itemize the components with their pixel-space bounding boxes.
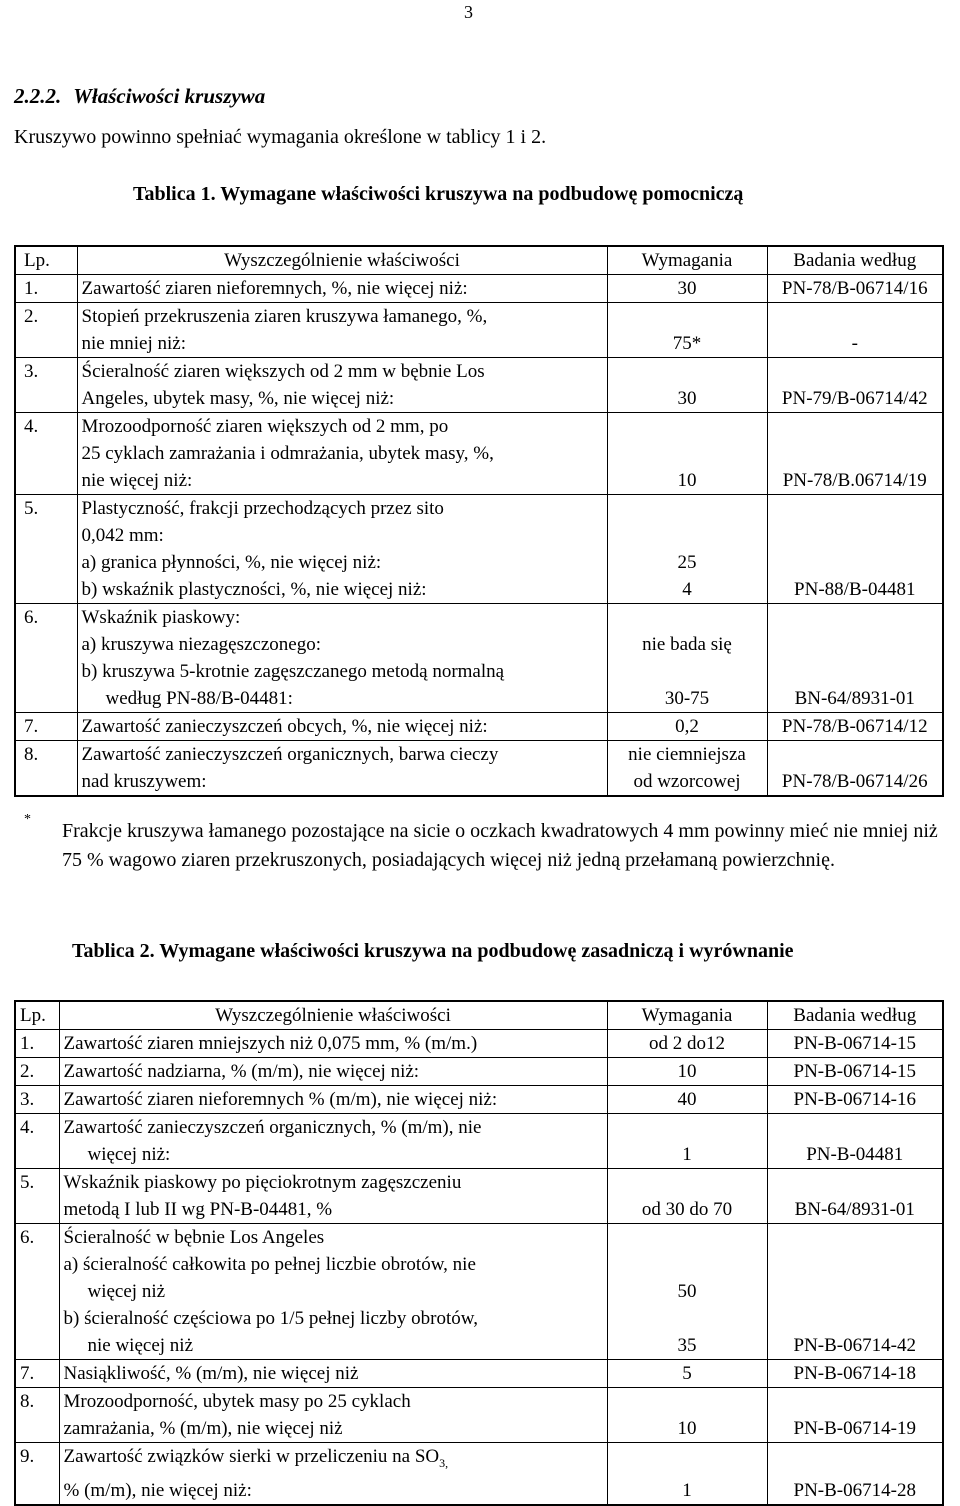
requirement-value <box>607 1360 767 1388</box>
table1-row <box>15 275 943 303</box>
description-line: Mrozoodporność, ubytek masy po 25 cyklach <box>63 1391 411 1412</box>
test-standard: PN-78/B-06714/16 <box>767 275 943 303</box>
property-description <box>77 303 607 358</box>
test-standard: PN-B-06714-42 <box>767 1224 943 1360</box>
test-standard: PN-78/B-06714/26 <box>767 741 943 797</box>
table1-row <box>15 741 943 797</box>
requirement-value <box>607 1388 767 1443</box>
table2-caption: Tablica 2. Wymagane właściwości kruszywa na podbudowę zasadniczą i wyrównanie <box>72 940 794 962</box>
requirement-line: 35 <box>677 1335 697 1356</box>
requirement-value <box>607 1169 767 1224</box>
requirement-line <box>612 1305 763 1332</box>
requirement-line: od 2 do12 <box>649 1033 725 1054</box>
description-line: Zawartość ziaren mniejszych niż 0,075 mm, % (m/m.) <box>63 1033 478 1054</box>
footnote-text: Frakcje kruszywa łamanego pozostające na sicie o oczkach kwadratowych 4 mm powinny mieć nie mniej niż 75 % wagowo ziaren przekruszonych, posiadających więcej niż jedną przełamaną powierzchnię. <box>62 820 938 871</box>
description-line: a) ścieralność całkowita po pełnej liczbie obrotów, nie <box>63 1254 476 1275</box>
table2-row <box>15 1114 943 1169</box>
requirement-line: 4 <box>682 579 692 600</box>
description-line: Wskaźnik piaskowy: <box>81 607 241 628</box>
table2-row <box>15 1058 943 1086</box>
description-line: Zawartość ziaren nieforemnych, %, nie więcej niż: <box>81 278 468 299</box>
requirement-value <box>607 1086 767 1114</box>
test-standard: PN-B-06714-18 <box>767 1360 943 1388</box>
description-line: metodą I lub II wg PN-B-04481, % <box>63 1199 333 1220</box>
section-intro: Kruszywo powinno spełniać wymagania określone w tablicy 1 i 2. <box>14 126 547 148</box>
requirement-line: 10 <box>677 470 697 491</box>
requirement-value <box>607 741 767 797</box>
requirement-value <box>607 713 767 741</box>
test-standard: PN-88/B-04481 <box>767 495 943 604</box>
requirement-value <box>607 1058 767 1086</box>
table1-row <box>15 495 943 604</box>
requirement-value <box>607 1224 767 1360</box>
test-standard: PN-79/B-06714/42 <box>767 358 943 413</box>
requirement-line: 40 <box>677 1089 697 1110</box>
row-number: 8. <box>15 741 77 797</box>
table2-header-row <box>15 1001 943 1030</box>
description-line: Nasiąkliwość, % (m/m), nie więcej niż <box>63 1363 359 1384</box>
requirement-line: 1 <box>682 1479 692 1501</box>
row-number: 6. <box>15 604 77 713</box>
description-line: a) granica płynności, %, nie więcej niż: <box>81 552 382 573</box>
table2-header-std: Badania według <box>767 1001 943 1030</box>
table2-row <box>15 1224 943 1360</box>
table1-row <box>15 358 943 413</box>
test-standard: PN-B-06714-15 <box>767 1030 943 1058</box>
description-line: b) wskaźnik plastyczności, %, nie więcej niż: <box>81 579 427 600</box>
table2-row <box>15 1360 943 1388</box>
row-number: 5. <box>15 495 77 604</box>
description-line: Ścieralność ziaren większych od 2 mm w bębnie Los <box>81 361 485 382</box>
test-standard: PN-B-06714-28 <box>767 1443 943 1505</box>
row-number: 2. <box>15 1058 59 1086</box>
requirement-line: od 30 do 70 <box>641 1199 733 1220</box>
table1-header-lp: Lp. <box>15 246 77 275</box>
table2-row <box>15 1388 943 1443</box>
requirement-line: 0,2 <box>675 716 699 737</box>
description-line: a) kruszywa niezagęszczonego: <box>81 634 321 655</box>
table2-header-lp: Lp. <box>15 1001 59 1030</box>
description-line: więcej niż <box>87 1281 166 1302</box>
property-description <box>59 1360 607 1388</box>
property-description <box>77 413 607 495</box>
table1-row <box>15 604 943 713</box>
description-line: % (m/m), nie więcej niż: <box>63 1479 252 1501</box>
requirement-line <box>612 658 763 685</box>
row-number: 6. <box>15 1224 59 1360</box>
property-description <box>59 1169 607 1224</box>
description-line: Angeles, ubytek masy, %, nie więcej niż: <box>81 388 395 409</box>
property-description <box>77 358 607 413</box>
requirement-line: 30-75 <box>664 688 710 709</box>
description-line: nie więcej niż: <box>81 470 193 491</box>
row-number: 8. <box>15 1388 59 1443</box>
requirement-line: 30 <box>677 278 697 299</box>
table2-row <box>15 1443 943 1505</box>
description-line: Zawartość zanieczyszczeń organicznych, barwa cieczy <box>81 744 499 765</box>
row-number: 5. <box>15 1169 59 1224</box>
row-number: 4. <box>15 1114 59 1169</box>
description-line-with-subscript <box>64 1443 603 1477</box>
requirement-line: 10 <box>677 1061 697 1082</box>
test-standard: PN-B-06714-19 <box>767 1388 943 1443</box>
description-line: Mrozoodporność ziaren większych od 2 mm, po <box>81 416 449 437</box>
description-line: nie więcej niż <box>87 1335 194 1356</box>
requirement-line: 30 <box>677 388 697 409</box>
footnote-mark: * <box>24 812 31 827</box>
table1-row <box>15 413 943 495</box>
description-line: Zawartość nadziarna, % (m/m), nie więcej niż: <box>63 1061 420 1082</box>
table1-caption: Tablica 1. Wymagane właściwości kruszywa na podbudowę pomocniczą <box>133 183 744 205</box>
description-line: według PN-88/B-04481: <box>105 688 293 709</box>
property-description <box>77 495 607 604</box>
requirement-value <box>607 1114 767 1169</box>
row-number: 7. <box>15 1360 59 1388</box>
table2-header-req: Wymagania <box>607 1001 767 1030</box>
requirement-value <box>607 303 767 358</box>
description-line: Wskaźnik piaskowy po pięciokrotnym zagęszczeniu <box>63 1172 462 1193</box>
requirement-value <box>607 495 767 604</box>
table1-header-std: Badania według <box>767 246 943 275</box>
test-standard: PN-78/B.06714/19 <box>767 413 943 495</box>
row-number: 3. <box>15 1086 59 1114</box>
property-description <box>59 1058 607 1086</box>
table2-header-desc: Wyszczególnienie właściwości <box>59 1001 607 1030</box>
table1 <box>14 245 944 797</box>
description-line: 0,042 mm: <box>81 525 164 546</box>
property-description <box>59 1388 607 1443</box>
table2-row <box>15 1169 943 1224</box>
description-line: Zawartość związków sierki w przeliczeniu na SO <box>63 1446 440 1467</box>
requirement-value <box>607 413 767 495</box>
property-description <box>59 1443 607 1505</box>
description-line: zamrażania, % (m/m), nie więcej niż <box>63 1418 343 1439</box>
description-line: b) ścieralność częściowa po 1/5 pełnej liczby obrotów, <box>63 1308 479 1329</box>
test-standard: BN-64/8931-01 <box>767 1169 943 1224</box>
requirement-line: nie ciemniejsza <box>628 744 746 765</box>
test-standard: PN-B-04481 <box>767 1114 943 1169</box>
property-description <box>59 1224 607 1360</box>
description-line: Zawartość zanieczyszczeń organicznych, % (m/m), nie <box>63 1117 482 1138</box>
so3-subscript: 3, <box>439 1455 449 1470</box>
property-description <box>77 604 607 713</box>
description-line: Stopień przekruszenia ziaren kruszywa łamanego, %, <box>81 306 488 327</box>
page-number: 3 <box>464 2 473 22</box>
requirement-line: 5 <box>682 1363 692 1384</box>
table1-header-req: Wymagania <box>607 246 767 275</box>
section-title: Właściwości kruszywa <box>73 84 266 108</box>
description-line: Zawartość zanieczyszczeń obcych, %, nie więcej niż: <box>81 716 488 737</box>
description-line: nad kruszywem: <box>81 771 207 792</box>
requirement-line: 10 <box>677 1418 697 1439</box>
property-description <box>59 1086 607 1114</box>
requirement-value <box>607 1030 767 1058</box>
requirement-line: od wzorcowej <box>633 771 741 792</box>
test-standard: PN-78/B-06714/12 <box>767 713 943 741</box>
description-line: 25 cyklach zamrażania i odmrażania, ubytek masy, %, <box>81 443 494 464</box>
row-number: 1. <box>15 1030 59 1058</box>
row-number: 3. <box>15 358 77 413</box>
row-number: 9. <box>15 1443 59 1505</box>
row-number: 7. <box>15 713 77 741</box>
table1-row <box>15 303 943 358</box>
property-description <box>77 713 607 741</box>
description-line: Ścieralność w bębnie Los Angeles <box>63 1227 325 1248</box>
section-heading <box>14 84 265 109</box>
requirement-line: 25 <box>677 552 697 573</box>
test-standard: BN-64/8931-01 <box>767 604 943 713</box>
property-description <box>77 741 607 797</box>
table1-header-row <box>15 246 943 275</box>
description-line: więcej niż: <box>87 1144 171 1165</box>
requirement-value <box>607 275 767 303</box>
description-line: nie mniej niż: <box>81 333 186 354</box>
description-line: Plastyczność, frakcji przechodzących przez sito <box>81 498 444 519</box>
test-standard: PN-B-06714-16 <box>767 1086 943 1114</box>
row-number: 4. <box>15 413 77 495</box>
requirement-value <box>607 604 767 713</box>
table2 <box>14 1000 944 1506</box>
property-description <box>59 1114 607 1169</box>
row-number: 1. <box>15 275 77 303</box>
section-number: 2.2.2. <box>14 84 62 108</box>
test-standard: - <box>767 303 943 358</box>
requirement-line: 1 <box>682 1144 692 1165</box>
table2-row <box>15 1086 943 1114</box>
requirement-value <box>607 358 767 413</box>
description-line: b) kruszywa 5-krotnie zagęszczanego metodą normalną <box>81 661 505 682</box>
property-description <box>77 275 607 303</box>
requirement-line: 75* <box>672 333 702 354</box>
requirement-line: nie bada się <box>642 634 732 655</box>
description-line: Zawartość ziaren nieforemnych % (m/m), nie więcej niż: <box>63 1089 498 1110</box>
property-description <box>59 1030 607 1058</box>
table1-row <box>15 713 943 741</box>
table2-row <box>15 1030 943 1058</box>
table1-header-desc: Wyszczególnienie właściwości <box>77 246 607 275</box>
requirement-line: 50 <box>677 1281 697 1302</box>
requirement-value <box>607 1443 767 1505</box>
row-number: 2. <box>15 303 77 358</box>
test-standard: PN-B-06714-15 <box>767 1058 943 1086</box>
